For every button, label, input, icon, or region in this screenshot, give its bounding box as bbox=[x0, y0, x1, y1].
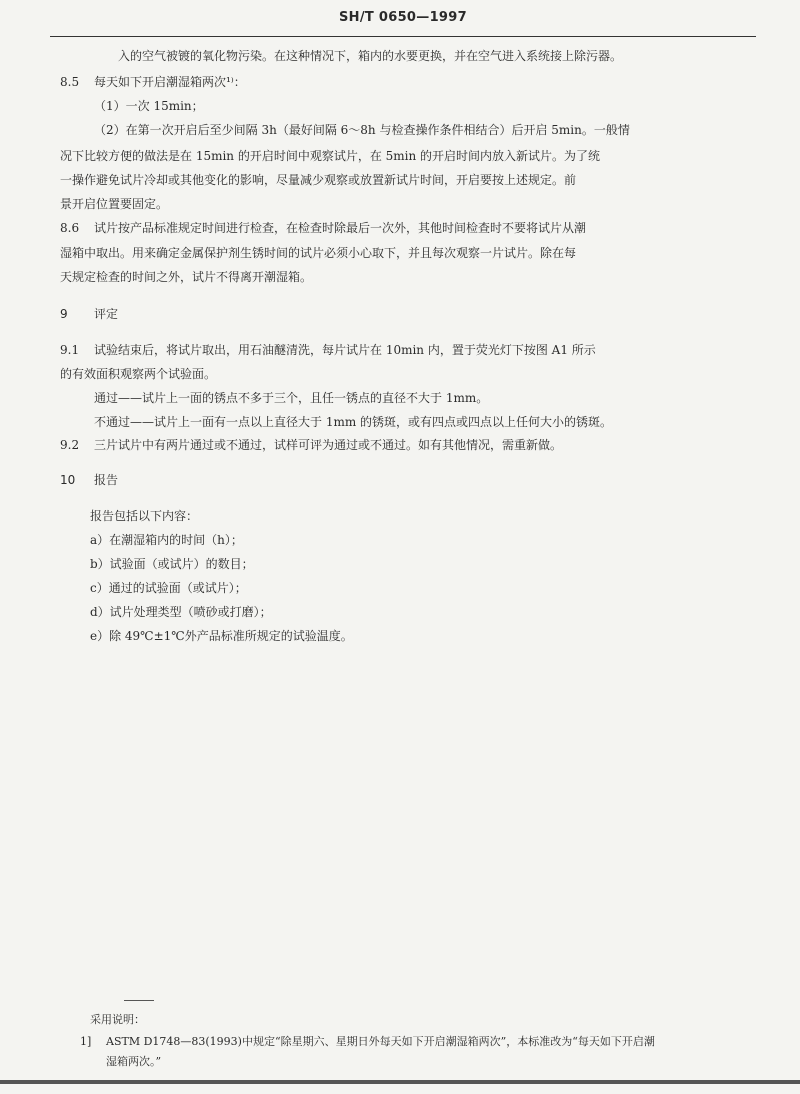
clause-8-5-item-2-line: 一操作避免试片冷却或其他变化的影响，尽量减少观察或放置新试片时间，开启要按上述规定。前 bbox=[60, 173, 577, 187]
section-title: 报告 bbox=[94, 473, 119, 487]
criterion-fail: 不通过——试片上一面有一点以上直径大于 1mm 的锈斑，或有四点或四点以上任何大小的锈斑。 bbox=[94, 415, 613, 429]
clause-number: 8.6 bbox=[60, 221, 80, 235]
footnote-mark: 1] bbox=[80, 1035, 92, 1048]
section-number: 9 bbox=[60, 307, 68, 321]
clause-text: 试验结束后，将试片取出，用石油醚清洗，每片试片在 10min 内，置于荧光灯下按图 A1 所示 bbox=[94, 343, 596, 357]
report-intro: 报告包括以下内容： bbox=[90, 509, 199, 523]
section-number: 10 bbox=[60, 473, 76, 487]
footnote-1 bbox=[80, 1034, 655, 1050]
footnote-1-line: 湿箱两次。” bbox=[106, 1055, 162, 1068]
clause-number: 8.5 bbox=[60, 75, 80, 89]
section-9-heading bbox=[60, 306, 118, 322]
clause-8-6-line: 天规定检查的时间之外，试片不得离开潮湿箱。 bbox=[60, 270, 313, 284]
footnote-text: ASTM D1748—83(1993)中规定“除星期六、星期日外每天如下开启潮湿箱两次”，本标准改为“每天如下开启潮 bbox=[106, 1035, 655, 1048]
section-title: 评定 bbox=[94, 307, 119, 321]
clause-text: 三片试片中有两片通过或不通过，试样可评为通过或不通过。如有其他情况，需重新做。 bbox=[94, 438, 563, 452]
bottom-border bbox=[0, 1080, 800, 1084]
clause-text: 试片按产品标准规定时间进行检查，在检查时除最后一次外，其他时间检查时不要将试片从潮 bbox=[94, 221, 587, 235]
report-item-c: c）通过的试验面（或试片）； bbox=[90, 581, 247, 595]
clause-8-5 bbox=[60, 74, 246, 90]
clause-9-1-line: 的有效面积观察两个试验面。 bbox=[60, 367, 217, 381]
clause-8-5-item-1: （1）一次 15min； bbox=[94, 99, 204, 113]
clause-9-2 bbox=[60, 437, 562, 453]
section-10-heading bbox=[60, 472, 118, 488]
para-continuation: 入的空气被镀的氧化物污染。在这种情况下，箱内的水要更换，并在空气进入系统接上除污器。 bbox=[118, 49, 623, 63]
clause-9-1 bbox=[60, 342, 596, 358]
report-item-b: b）试验面（或试片）的数目； bbox=[90, 557, 254, 571]
clause-8-5-item-2-line: 景开启位置要固定。 bbox=[60, 197, 169, 211]
report-item-a: a）在潮湿箱内的时间（h）； bbox=[90, 533, 243, 547]
page-header: SH/T 0650—1997 bbox=[339, 10, 467, 25]
clause-8-6-line: 湿箱中取出。用来确定金属保护剂生锈时间的试片必须小心取下，并且每次观察一片试片。除在每 bbox=[60, 246, 577, 260]
footnote-rule bbox=[124, 1000, 154, 1001]
clause-8-6 bbox=[60, 220, 586, 236]
header-rule bbox=[50, 36, 756, 37]
clause-8-5-item-2-line: 况下比较方便的做法是在 15min 的开启时间中观察试片，在 5min 的开启时间内放入新试片。为了统 bbox=[60, 149, 601, 163]
clause-number: 9.1 bbox=[60, 343, 80, 357]
clause-number: 9.2 bbox=[60, 438, 80, 452]
criterion-pass: 通过——试片上一面的锈点不多于三个，且任一锈点的直径不大于 1mm。 bbox=[94, 391, 489, 405]
report-item-e: e）除 49℃±1℃外产品标准所规定的试验温度。 bbox=[90, 629, 353, 643]
footnote-label: 采用说明： bbox=[90, 1013, 145, 1026]
clause-text: 每天如下开启潮湿箱两次¹⁾： bbox=[94, 75, 246, 89]
report-item-d: d）试片处理类型（喷砂或打磨）； bbox=[90, 605, 272, 619]
clause-8-5-item-2: （2）在第一次开启后至少间隔 3h（最好间隔 6～8h 与检查操作条件相结合）后开启 5min。一般情 bbox=[94, 123, 630, 137]
